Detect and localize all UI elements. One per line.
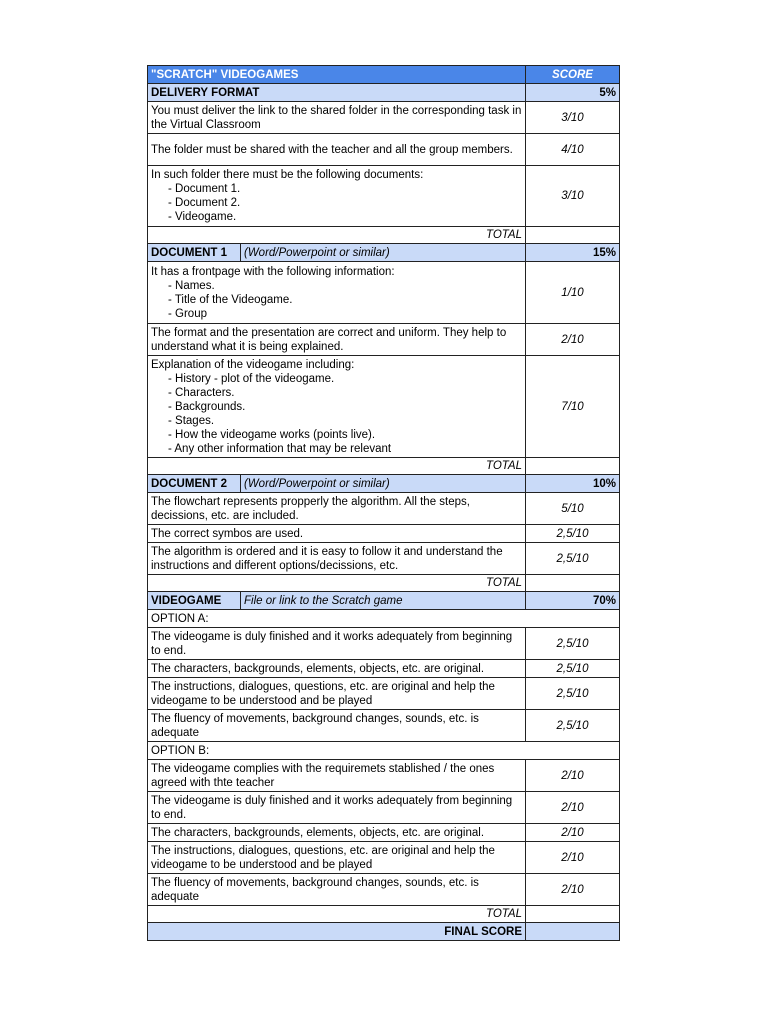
criterion-score: 2,5/10 xyxy=(526,678,620,710)
total-row xyxy=(148,575,620,592)
total-label: TOTAL xyxy=(148,458,526,475)
total-value xyxy=(526,458,620,475)
final-score-label: FINAL SCORE xyxy=(148,923,526,941)
criterion-list xyxy=(151,182,522,224)
list-item: - Characters. xyxy=(168,386,522,400)
criterion-row xyxy=(148,792,620,824)
criterion-row xyxy=(148,874,620,906)
total-value xyxy=(526,227,620,244)
section-subtitle: (Word/Powerpoint or similar) xyxy=(241,475,526,493)
criterion-text: The videogame is duly finished and it works adequately from beginning to end. xyxy=(148,792,526,824)
list-item: - Group xyxy=(168,307,522,321)
total-row xyxy=(148,458,620,475)
criterion-row xyxy=(148,543,620,575)
section-header-document-1 xyxy=(148,244,620,262)
criterion-score: 2/10 xyxy=(526,874,620,906)
option-a-row xyxy=(148,610,620,628)
list-item: - Title of the Videogame. xyxy=(168,293,522,307)
list-item: - Stages. xyxy=(168,414,522,428)
list-item: - Any other information that may be relevant xyxy=(168,442,522,456)
criterion-row xyxy=(148,356,620,458)
criterion-score: 2/10 xyxy=(526,824,620,842)
total-label: TOTAL xyxy=(148,906,526,923)
total-value xyxy=(526,906,620,923)
criterion-text: The flowchart represents propperly the algorithm. All the steps, decissions, etc. are included. xyxy=(148,493,526,525)
criterion-row xyxy=(148,324,620,356)
criterion-row xyxy=(148,660,620,678)
list-item: - Videogame. xyxy=(168,210,522,224)
criterion-cell xyxy=(148,166,526,227)
section-title: DOCUMENT 1 xyxy=(148,244,241,262)
criterion-score: 2/10 xyxy=(526,792,620,824)
section-percent: 70% xyxy=(526,592,620,610)
criterion-row xyxy=(148,525,620,543)
option-b-label: OPTION B: xyxy=(148,742,620,760)
section-title: VIDEOGAME xyxy=(148,592,241,610)
criterion-text: You must deliver the link to the shared folder in the corresponding task in the Virtual Classroom xyxy=(148,102,526,134)
criterion-text: The characters, backgrounds, elements, objects, etc. are original. xyxy=(148,660,526,678)
criterion-row xyxy=(148,710,620,742)
criterion-list xyxy=(151,279,522,321)
criterion-row xyxy=(148,760,620,792)
criterion-score: 2,5/10 xyxy=(526,660,620,678)
criterion-score: 5/10 xyxy=(526,493,620,525)
list-item: - History - plot of the videogame. xyxy=(168,372,522,386)
list-item: - Backgrounds. xyxy=(168,400,522,414)
criterion-row xyxy=(148,166,620,227)
criterion-text: It has a frontpage with the following information: xyxy=(151,265,395,278)
criterion-row xyxy=(148,678,620,710)
criterion-text: The format and the presentation are correct and uniform. They help to understand what it is being explained. xyxy=(148,324,526,356)
list-item: - Names. xyxy=(168,279,522,293)
final-score-row xyxy=(148,923,620,941)
final-score-value xyxy=(526,923,620,941)
criterion-text: The correct symbos are used. xyxy=(148,525,526,543)
criterion-score: 7/10 xyxy=(526,356,620,458)
section-header-videogame xyxy=(148,592,620,610)
table-title: "SCRATCH" VIDEOGAMES xyxy=(148,66,526,84)
criterion-row xyxy=(148,262,620,324)
criterion-list xyxy=(151,372,522,456)
criterion-text: The instructions, dialogues, questions, etc. are original and help the videogame to be understood and be played xyxy=(148,842,526,874)
total-label: TOTAL xyxy=(148,227,526,244)
criterion-text: The folder must be shared with the teacher and all the group members. xyxy=(148,134,526,166)
criterion-score: 2,5/10 xyxy=(526,710,620,742)
criterion-text: Explanation of the videogame including: xyxy=(151,358,355,371)
criterion-text: The algorithm is ordered and it is easy to follow it and understand the instructions and different options/decissions, etc. xyxy=(148,543,526,575)
section-header-delivery xyxy=(148,84,620,102)
section-title: DOCUMENT 2 xyxy=(148,475,241,493)
rubric-table xyxy=(147,65,620,941)
criterion-score: 2,5/10 xyxy=(526,543,620,575)
criterion-score: 4/10 xyxy=(526,134,620,166)
criterion-row xyxy=(148,102,620,134)
criterion-text: The videogame complies with the requiremets stablished / the ones agreed with thte teacher xyxy=(148,760,526,792)
section-percent: 15% xyxy=(526,244,620,262)
list-item: - Document 1. xyxy=(168,182,522,196)
criterion-score: 2,5/10 xyxy=(526,628,620,660)
title-row xyxy=(148,66,620,84)
criterion-row xyxy=(148,628,620,660)
criterion-cell xyxy=(148,356,526,458)
total-label: TOTAL xyxy=(148,575,526,592)
section-title: DELIVERY FORMAT xyxy=(148,84,526,102)
section-subtitle: File or link to the Scratch game xyxy=(241,592,526,610)
section-subtitle: (Word/Powerpoint or similar) xyxy=(241,244,526,262)
section-percent: 5% xyxy=(526,84,620,102)
criterion-text: The videogame is duly finished and it works adequately from beginning to end. xyxy=(148,628,526,660)
criterion-score: 2/10 xyxy=(526,324,620,356)
total-row xyxy=(148,906,620,923)
criterion-row xyxy=(148,134,620,166)
criterion-text: The characters, backgrounds, elements, objects, etc. are original. xyxy=(148,824,526,842)
criterion-row xyxy=(148,842,620,874)
total-row xyxy=(148,227,620,244)
option-a-label: OPTION A: xyxy=(148,610,620,628)
criterion-text: In such folder there must be the following documents: xyxy=(151,169,424,181)
criterion-row xyxy=(148,824,620,842)
criterion-score: 3/10 xyxy=(526,102,620,134)
criterion-score: 2/10 xyxy=(526,760,620,792)
criterion-cell xyxy=(148,262,526,324)
section-header-document-2 xyxy=(148,475,620,493)
criterion-text: The instructions, dialogues, questions, etc. are original and help the videogame to be understood and be played xyxy=(148,678,526,710)
criterion-text: The fluency of movements, background changes, sounds, etc. is adequate xyxy=(148,710,526,742)
list-item: - How the videogame works (points live). xyxy=(168,428,522,442)
criterion-row xyxy=(148,493,620,525)
criterion-score: 3/10 xyxy=(526,166,620,227)
criterion-text: The fluency of movements, background changes, sounds, etc. is adequate xyxy=(148,874,526,906)
total-value xyxy=(526,575,620,592)
criterion-score: 2,5/10 xyxy=(526,525,620,543)
criterion-score: 1/10 xyxy=(526,262,620,324)
option-b-row xyxy=(148,742,620,760)
criterion-score: 2/10 xyxy=(526,842,620,874)
section-percent: 10% xyxy=(526,475,620,493)
score-column-header: SCORE xyxy=(526,66,620,84)
list-item: - Document 2. xyxy=(168,196,522,210)
